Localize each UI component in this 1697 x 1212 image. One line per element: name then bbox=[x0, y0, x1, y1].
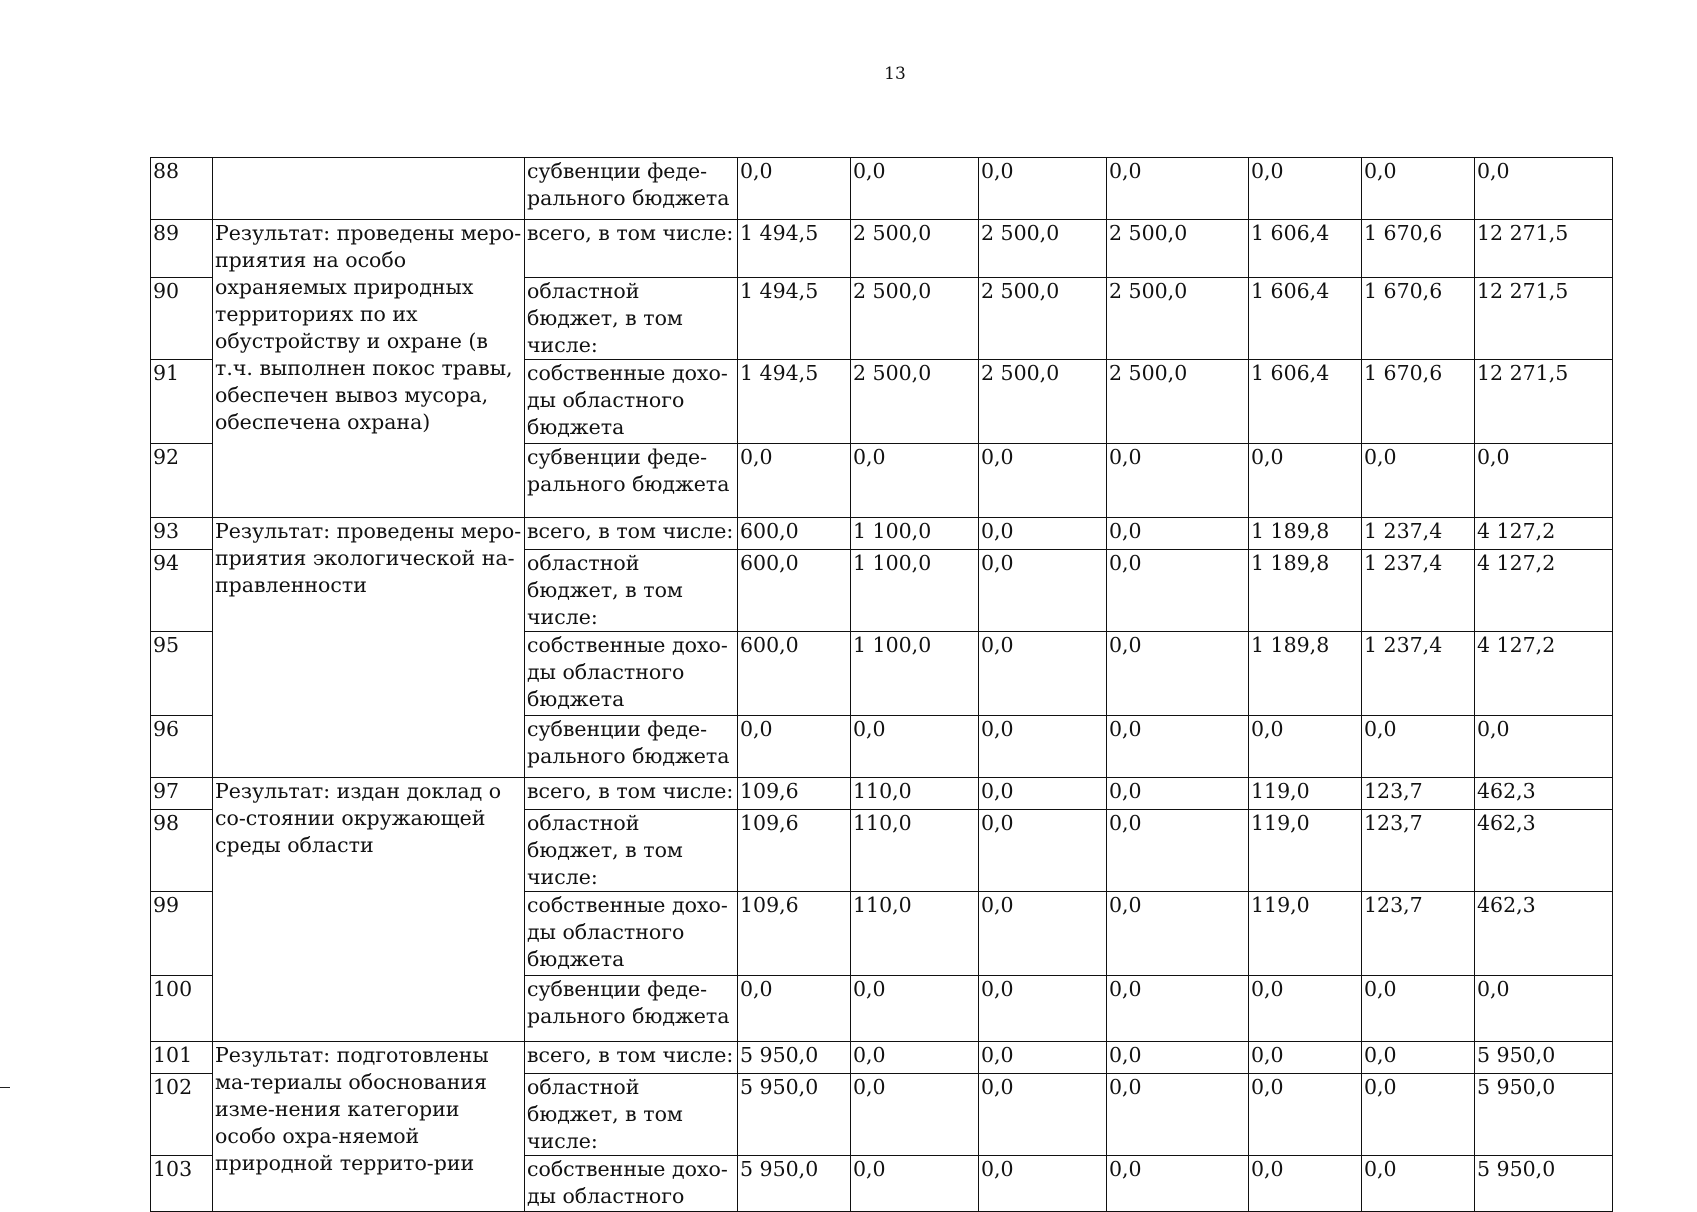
amount-cell: 0,0 bbox=[851, 976, 979, 1042]
amount-cell: 462,3 bbox=[1475, 892, 1613, 976]
amount-cell: 600,0 bbox=[738, 550, 851, 632]
amount-cell: 0,0 bbox=[738, 444, 851, 518]
amount-cell: 119,0 bbox=[1249, 810, 1362, 892]
amount-cell: 0,0 bbox=[1107, 158, 1249, 220]
funding-source: всего, в том числе: bbox=[525, 220, 738, 278]
amount-cell: 0,0 bbox=[738, 976, 851, 1042]
amount-cell: 2 500,0 bbox=[979, 278, 1107, 360]
amount-cell: 0,0 bbox=[979, 1156, 1107, 1212]
row-number: 98 bbox=[151, 810, 213, 892]
amount-cell: 2 500,0 bbox=[979, 360, 1107, 444]
table-row bbox=[151, 518, 1613, 550]
amount-cell: 0,0 bbox=[979, 1074, 1107, 1156]
amount-cell: 1 189,8 bbox=[1249, 518, 1362, 550]
amount-cell: 5 950,0 bbox=[738, 1156, 851, 1212]
amount-cell: 0,0 bbox=[979, 444, 1107, 518]
row-number: 100 bbox=[151, 976, 213, 1042]
amount-cell: 0,0 bbox=[1362, 1074, 1475, 1156]
amount-cell: 0,0 bbox=[1249, 1156, 1362, 1212]
row-number: 101 bbox=[151, 1042, 213, 1074]
amount-cell: 1 494,5 bbox=[738, 220, 851, 278]
amount-cell: 0,0 bbox=[979, 892, 1107, 976]
funding-source: областной бюджет, в том числе: bbox=[525, 810, 738, 892]
amount-cell: 0,0 bbox=[979, 976, 1107, 1042]
amount-cell: 0,0 bbox=[1107, 518, 1249, 550]
amount-cell: 462,3 bbox=[1475, 810, 1613, 892]
amount-cell: 0,0 bbox=[1107, 444, 1249, 518]
result-description: Результат: проведены меро-приятия экологической на-правленности bbox=[213, 518, 525, 778]
amount-cell: 0,0 bbox=[979, 158, 1107, 220]
row-number: 102 bbox=[151, 1074, 213, 1156]
amount-cell: 0,0 bbox=[1249, 444, 1362, 518]
amount-cell: 0,0 bbox=[1362, 444, 1475, 518]
amount-cell: 2 500,0 bbox=[1107, 220, 1249, 278]
amount-cell: 2 500,0 bbox=[851, 220, 979, 278]
amount-cell: 123,7 bbox=[1362, 810, 1475, 892]
amount-cell: 1 606,4 bbox=[1249, 360, 1362, 444]
amount-cell: 0,0 bbox=[851, 1074, 979, 1156]
amount-cell: 462,3 bbox=[1475, 778, 1613, 810]
funding-source: всего, в том числе: bbox=[525, 1042, 738, 1074]
amount-cell: 4 127,2 bbox=[1475, 632, 1613, 716]
amount-cell: 1 670,6 bbox=[1362, 220, 1475, 278]
amount-cell: 0,0 bbox=[1475, 444, 1613, 518]
amount-cell: 5 950,0 bbox=[1475, 1042, 1613, 1074]
amount-cell: 0,0 bbox=[1249, 716, 1362, 778]
amount-cell: 0,0 bbox=[1107, 976, 1249, 1042]
amount-cell: 2 500,0 bbox=[851, 360, 979, 444]
amount-cell: 4 127,2 bbox=[1475, 518, 1613, 550]
amount-cell: 0,0 bbox=[979, 632, 1107, 716]
amount-cell: 0,0 bbox=[1107, 550, 1249, 632]
funding-source: собственные дохо-ды областного bbox=[525, 1156, 738, 1212]
amount-cell: 110,0 bbox=[851, 892, 979, 976]
amount-cell: 0,0 bbox=[738, 158, 851, 220]
amount-cell: 1 237,4 bbox=[1362, 518, 1475, 550]
amount-cell: 0,0 bbox=[1107, 892, 1249, 976]
amount-cell: 1 670,6 bbox=[1362, 278, 1475, 360]
amount-cell: 5 950,0 bbox=[738, 1074, 851, 1156]
result-description: Результат: проведены меро-приятия на особо охраняемых природных территориях по их обустройству и охране (в т.ч. выполнен покос травы, обеспечен вывоз мусора, обеспечена охрана) bbox=[213, 220, 525, 518]
amount-cell: 0,0 bbox=[851, 716, 979, 778]
amount-cell: 5 950,0 bbox=[1475, 1074, 1613, 1156]
amount-cell: 0,0 bbox=[1107, 810, 1249, 892]
amount-cell: 5 950,0 bbox=[1475, 1156, 1613, 1212]
amount-cell: 0,0 bbox=[1475, 158, 1613, 220]
funding-source: субвенции феде-рального бюджета bbox=[525, 716, 738, 778]
amount-cell: 1 606,4 bbox=[1249, 220, 1362, 278]
funding-source: всего, в том числе: bbox=[525, 778, 738, 810]
amount-cell: 1 237,4 bbox=[1362, 632, 1475, 716]
amount-cell: 119,0 bbox=[1249, 778, 1362, 810]
amount-cell: 0,0 bbox=[979, 550, 1107, 632]
table-row bbox=[151, 1042, 1613, 1074]
table-body bbox=[151, 158, 1613, 1212]
result-description bbox=[213, 158, 525, 220]
table-row bbox=[151, 158, 1613, 220]
row-number: 91 bbox=[151, 360, 213, 444]
amount-cell: 0,0 bbox=[1107, 1042, 1249, 1074]
amount-cell: 110,0 bbox=[851, 778, 979, 810]
amount-cell: 0,0 bbox=[851, 444, 979, 518]
amount-cell: 1 100,0 bbox=[851, 550, 979, 632]
row-number: 94 bbox=[151, 550, 213, 632]
amount-cell: 119,0 bbox=[1249, 892, 1362, 976]
amount-cell: 600,0 bbox=[738, 632, 851, 716]
result-description: Результат: подготовлены ма-териалы обоснования изме-нения категории особо охра-няемой природной террито-рии bbox=[213, 1042, 525, 1212]
funding-source: областной бюджет, в том числе: bbox=[525, 278, 738, 360]
amount-cell: 5 950,0 bbox=[738, 1042, 851, 1074]
row-number: 90 bbox=[151, 278, 213, 360]
amount-cell: 1 100,0 bbox=[851, 632, 979, 716]
funding-source: всего, в том числе: bbox=[525, 518, 738, 550]
amount-cell: 0,0 bbox=[1475, 716, 1613, 778]
amount-cell: 12 271,5 bbox=[1475, 360, 1613, 444]
amount-cell: 600,0 bbox=[738, 518, 851, 550]
amount-cell: 0,0 bbox=[979, 716, 1107, 778]
funding-source: собственные дохо-ды областного бюджета bbox=[525, 892, 738, 976]
funding-source: областной бюджет, в том числе: bbox=[525, 550, 738, 632]
row-number: 96 bbox=[151, 716, 213, 778]
amount-cell: 4 127,2 bbox=[1475, 550, 1613, 632]
amount-cell: 0,0 bbox=[1107, 1156, 1249, 1212]
row-number: 97 bbox=[151, 778, 213, 810]
funding-source: субвенции феде-рального бюджета bbox=[525, 976, 738, 1042]
funding-source: областной бюджет, в том числе: bbox=[525, 1074, 738, 1156]
amount-cell: 0,0 bbox=[979, 810, 1107, 892]
amount-cell: 12 271,5 bbox=[1475, 220, 1613, 278]
amount-cell: 0,0 bbox=[1107, 632, 1249, 716]
amount-cell: 0,0 bbox=[1249, 1042, 1362, 1074]
amount-cell: 1 189,8 bbox=[1249, 550, 1362, 632]
amount-cell: 109,6 bbox=[738, 778, 851, 810]
amount-cell: 0,0 bbox=[738, 716, 851, 778]
amount-cell: 0,0 bbox=[851, 1042, 979, 1074]
budget-table bbox=[150, 157, 1613, 1212]
amount-cell: 12 271,5 bbox=[1475, 278, 1613, 360]
funding-source: субвенции феде-рального бюджета bbox=[525, 158, 738, 220]
amount-cell: 110,0 bbox=[851, 810, 979, 892]
amount-cell: 1 100,0 bbox=[851, 518, 979, 550]
result-description: Результат: издан доклад о со-стоянии окружающей среды области bbox=[213, 778, 525, 1042]
amount-cell: 0,0 bbox=[1249, 976, 1362, 1042]
amount-cell: 0,0 bbox=[1362, 976, 1475, 1042]
amount-cell: 0,0 bbox=[1249, 1074, 1362, 1156]
funding-source: собственные дохо-ды областного бюджета bbox=[525, 632, 738, 716]
amount-cell: 109,6 bbox=[738, 810, 851, 892]
amount-cell: 0,0 bbox=[979, 518, 1107, 550]
page-number: 13 bbox=[884, 64, 906, 84]
amount-cell: 0,0 bbox=[1362, 158, 1475, 220]
amount-cell: 2 500,0 bbox=[1107, 360, 1249, 444]
row-number: 103 bbox=[151, 1156, 213, 1212]
amount-cell: 1 237,4 bbox=[1362, 550, 1475, 632]
amount-cell: 0,0 bbox=[979, 1042, 1107, 1074]
amount-cell: 1 670,6 bbox=[1362, 360, 1475, 444]
margin-mark bbox=[0, 1087, 10, 1088]
row-number: 95 bbox=[151, 632, 213, 716]
row-number: 89 bbox=[151, 220, 213, 278]
funding-source: субвенции феде-рального бюджета bbox=[525, 444, 738, 518]
table-row bbox=[151, 220, 1613, 278]
amount-cell: 123,7 bbox=[1362, 892, 1475, 976]
amount-cell: 2 500,0 bbox=[979, 220, 1107, 278]
amount-cell: 0,0 bbox=[1107, 716, 1249, 778]
amount-cell: 0,0 bbox=[851, 1156, 979, 1212]
amount-cell: 0,0 bbox=[1107, 778, 1249, 810]
amount-cell: 0,0 bbox=[1362, 716, 1475, 778]
amount-cell: 0,0 bbox=[1249, 158, 1362, 220]
amount-cell: 123,7 bbox=[1362, 778, 1475, 810]
amount-cell: 0,0 bbox=[1475, 976, 1613, 1042]
amount-cell: 0,0 bbox=[1362, 1042, 1475, 1074]
row-number: 99 bbox=[151, 892, 213, 976]
row-number: 93 bbox=[151, 518, 213, 550]
table-row bbox=[151, 778, 1613, 810]
row-number: 92 bbox=[151, 444, 213, 518]
amount-cell: 1 494,5 bbox=[738, 278, 851, 360]
funding-source: собственные дохо-ды областного бюджета bbox=[525, 360, 738, 444]
amount-cell: 0,0 bbox=[979, 778, 1107, 810]
amount-cell: 2 500,0 bbox=[851, 278, 979, 360]
amount-cell: 1 494,5 bbox=[738, 360, 851, 444]
amount-cell: 0,0 bbox=[1107, 1074, 1249, 1156]
amount-cell: 0,0 bbox=[1362, 1156, 1475, 1212]
amount-cell: 2 500,0 bbox=[1107, 278, 1249, 360]
amount-cell: 1 606,4 bbox=[1249, 278, 1362, 360]
amount-cell: 109,6 bbox=[738, 892, 851, 976]
amount-cell: 1 189,8 bbox=[1249, 632, 1362, 716]
amount-cell: 0,0 bbox=[851, 158, 979, 220]
row-number: 88 bbox=[151, 158, 213, 220]
